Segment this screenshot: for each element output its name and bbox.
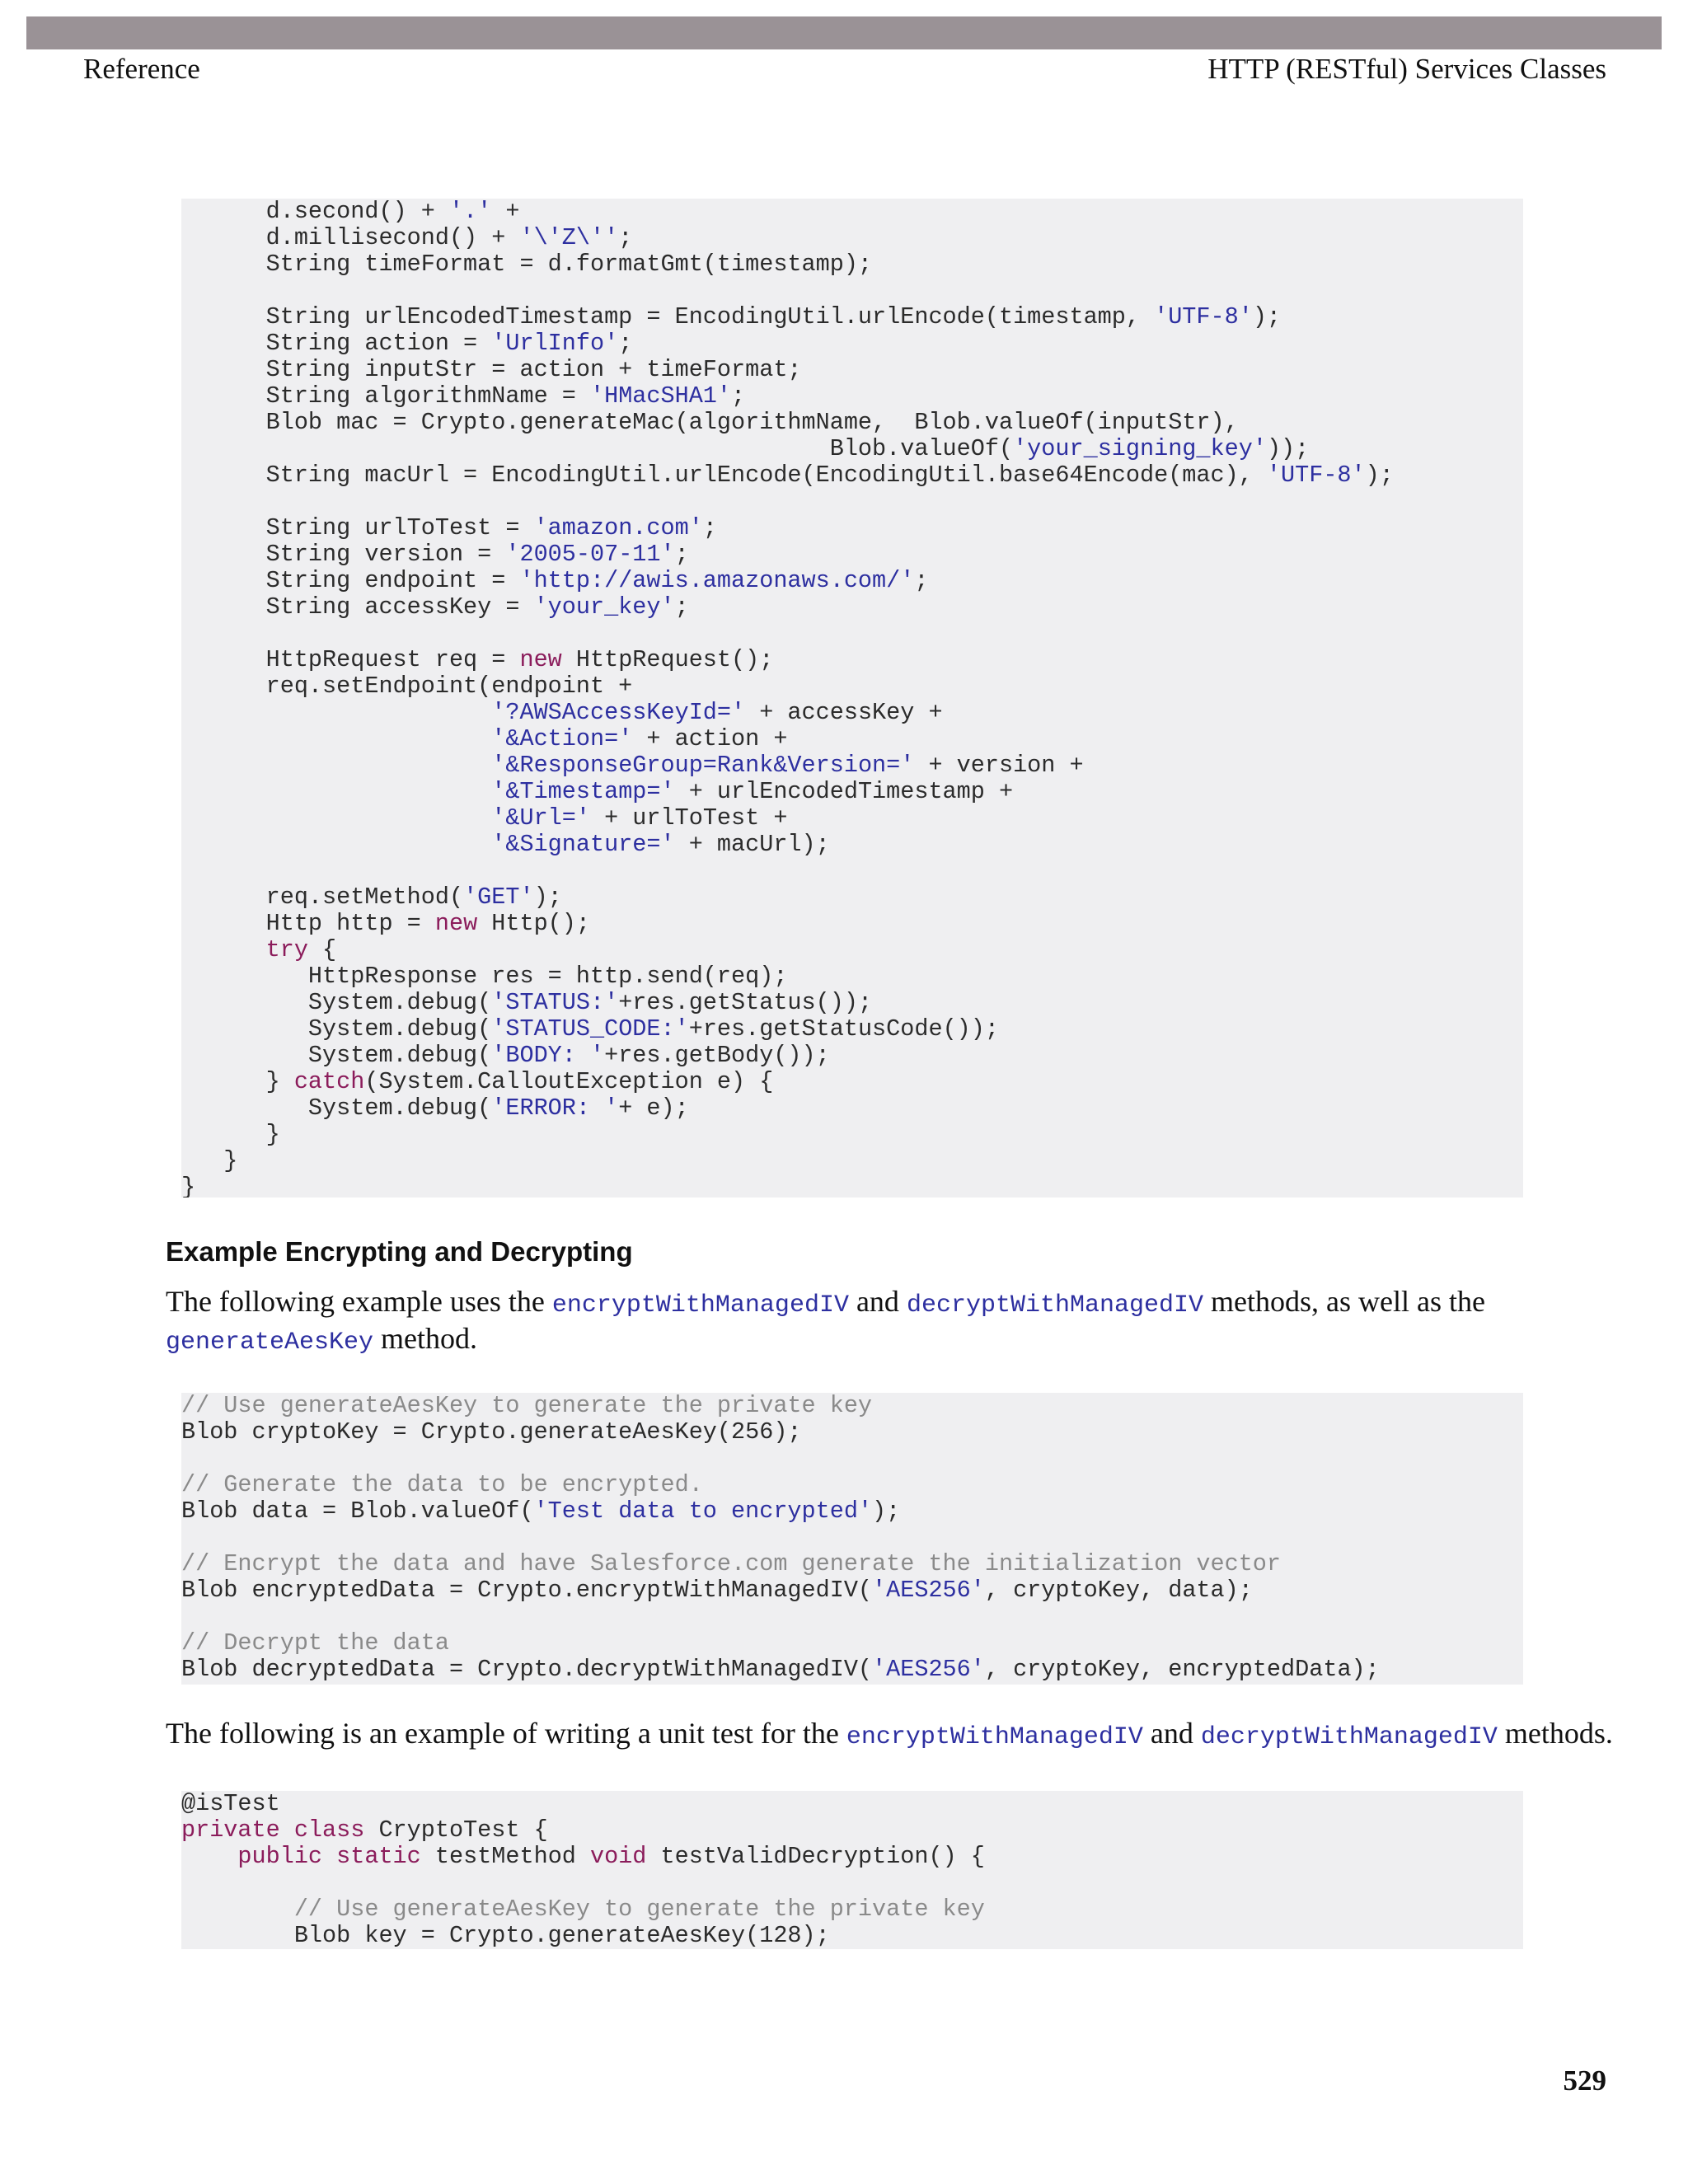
- code-token: 'amazon.com': [533, 514, 703, 541]
- code-line: [181, 726, 1523, 752]
- code-token: 'GET': [463, 883, 534, 911]
- code-line: [181, 1122, 1523, 1148]
- code-token: }: [181, 1174, 196, 1197]
- code-token: req.setMethod(: [181, 883, 464, 911]
- code-token: [181, 699, 491, 726]
- code-token: }: [181, 1068, 294, 1095]
- code-token: HttpRequest req =: [181, 646, 520, 673]
- code-token: 'your_signing_key': [1013, 435, 1267, 462]
- code-token: [181, 725, 491, 752]
- paragraph-unit-test: [166, 1717, 1613, 1754]
- code-block-encrypt-decrypt: [181, 1393, 1523, 1685]
- code-token: // Generate the data to be encrypted.: [181, 1471, 703, 1498]
- code-token: );: [1365, 462, 1394, 489]
- code-token: + action +: [632, 725, 788, 752]
- code-token: '\'Z\'': [519, 224, 619, 251]
- code-token: try: [265, 936, 308, 963]
- code-token: @isTest: [181, 1791, 280, 1817]
- code-token: '?AWSAccessKeyId=': [491, 699, 746, 726]
- code-token: private class: [181, 1816, 365, 1844]
- code-token: , cryptoKey, encryptedData);: [984, 1656, 1380, 1683]
- code-token: ;: [618, 330, 633, 357]
- code-line: [181, 1896, 1523, 1923]
- code-token: d.millisecond() +: [181, 224, 520, 251]
- code-token: }: [181, 1121, 280, 1148]
- header-bar: [26, 16, 1662, 49]
- code-line: [181, 1095, 1523, 1122]
- code-token: [181, 752, 491, 779]
- code-token: testValidDecryption() {: [646, 1843, 985, 1870]
- inline-code-method: decryptWithManagedIV: [906, 1291, 1203, 1319]
- code-token: void: [590, 1843, 647, 1870]
- code-token: System.debug(: [181, 1042, 492, 1069]
- code-token: String version =: [181, 541, 506, 568]
- code-token: Blob mac = Crypto.generateMac(algorithmName, Blob.valueOf(inputStr),: [181, 409, 1239, 436]
- code-token: 'ERROR: ': [491, 1094, 619, 1122]
- code-line: [181, 700, 1523, 726]
- code-line: [181, 647, 1523, 673]
- code-token: [181, 936, 266, 963]
- code-token: '&Timestamp=': [491, 778, 675, 805]
- code-token: String macUrl = EncodingUtil.urlEncode(EncodingUtil.base64Encode(mac),: [181, 462, 1267, 489]
- code-token: 'BODY: ': [491, 1042, 605, 1069]
- code-line: [181, 1577, 1523, 1604]
- code-token: // Use generateAesKey to generate the private key: [181, 1896, 985, 1923]
- code-token: {: [307, 936, 337, 963]
- code-line: [181, 1043, 1523, 1069]
- text-run: The following is an example of writing a unit test for the: [166, 1717, 846, 1750]
- code-line: [181, 568, 1523, 594]
- code-token: String accessKey =: [181, 593, 534, 621]
- code-token: '&Action=': [491, 725, 633, 752]
- code-token: String urlToTest =: [181, 514, 534, 541]
- code-token: ;: [702, 514, 717, 541]
- code-token: new: [519, 646, 562, 673]
- code-line: [181, 1817, 1523, 1844]
- code-line: [181, 1923, 1523, 1949]
- code-token: + urlEncodedTimestamp +: [674, 778, 1014, 805]
- text-run: methods.: [1497, 1717, 1613, 1750]
- code-token: new: [434, 910, 478, 937]
- code-token: Blob key = Crypto.generateAesKey(128);: [181, 1922, 830, 1949]
- code-line: [181, 911, 1523, 937]
- code-line: [181, 858, 1523, 884]
- code-token: [181, 1843, 237, 1870]
- code-token: ;: [731, 382, 746, 410]
- code-token: 'UrlInfo': [491, 330, 619, 357]
- code-token: +res.getBody());: [604, 1042, 830, 1069]
- code-token: HttpResponse res = http.send(req);: [181, 963, 788, 990]
- code-line: [181, 1604, 1523, 1630]
- code-token: (System.CalloutException e) {: [364, 1068, 774, 1095]
- code-token: [181, 831, 491, 858]
- code-line: [181, 832, 1523, 858]
- code-line: [181, 937, 1523, 963]
- code-token: HttpRequest();: [561, 646, 774, 673]
- header-section-label: Reference: [83, 53, 200, 85]
- code-token: Http();: [477, 910, 590, 937]
- code-token: '2005-07-11': [505, 541, 675, 568]
- code-token: );: [533, 883, 562, 911]
- code-line: [181, 357, 1523, 383]
- code-token: String algorithmName =: [181, 382, 590, 410]
- code-token: String action =: [181, 330, 492, 357]
- inline-code-method: decryptWithManagedIV: [1200, 1723, 1498, 1751]
- code-token: + urlToTest +: [590, 804, 788, 832]
- code-line: [181, 1525, 1523, 1551]
- code-line: [181, 1446, 1523, 1472]
- code-line: [181, 1069, 1523, 1095]
- code-line: [181, 515, 1523, 541]
- code-token: Blob data = Blob.valueOf(: [181, 1497, 534, 1525]
- code-token: '.': [448, 199, 492, 225]
- code-token: 'Test data to encrypted': [533, 1497, 873, 1525]
- code-block-aws-request: [181, 199, 1523, 1197]
- code-token: );: [1252, 303, 1282, 330]
- code-token: d.second() +: [181, 199, 449, 225]
- code-token: CryptoTest {: [364, 1816, 548, 1844]
- code-token: '&ResponseGroup=Rank&Version=': [491, 752, 915, 779]
- code-line: [181, 673, 1523, 700]
- code-token: ;: [618, 224, 633, 251]
- code-line: [181, 489, 1523, 515]
- code-line: [181, 1551, 1523, 1577]
- code-token: 'STATUS_CODE:': [491, 1015, 689, 1043]
- code-line: [181, 330, 1523, 357]
- code-token: Blob encryptedData = Crypto.encryptWithManagedIV(: [181, 1577, 873, 1604]
- code-token: 'UTF-8': [1154, 303, 1253, 330]
- code-line: [181, 779, 1523, 805]
- code-line: [181, 1791, 1523, 1817]
- code-line: [181, 225, 1523, 251]
- text-run: methods, as well as the: [1203, 1285, 1485, 1318]
- code-token: 'AES256': [872, 1577, 985, 1604]
- code-token: +res.getStatusCode());: [688, 1015, 999, 1043]
- inline-code-method: encryptWithManagedIV: [551, 1291, 849, 1319]
- code-token: '&Url=': [491, 804, 590, 832]
- code-line: [181, 251, 1523, 278]
- code-token: 'http://awis.amazonaws.com/': [519, 567, 915, 594]
- code-line: [181, 1630, 1523, 1657]
- code-line: [181, 1148, 1523, 1174]
- code-token: // Encrypt the data and have Salesforce.com generate the initialization vector: [181, 1550, 1282, 1577]
- code-line: [181, 436, 1523, 462]
- code-token: +res.getStatus());: [618, 989, 873, 1016]
- code-line: [181, 1472, 1523, 1498]
- code-line: [181, 1393, 1523, 1419]
- code-line: [181, 621, 1523, 647]
- code-line: [181, 1844, 1523, 1870]
- text-run: and: [848, 1285, 907, 1318]
- code-token: String inputStr = action + timeFormat;: [181, 356, 802, 383]
- code-line: [181, 1498, 1523, 1525]
- code-token: , cryptoKey, data);: [984, 1577, 1253, 1604]
- code-line: [181, 752, 1523, 779]
- code-token: '&Signature=': [491, 831, 675, 858]
- code-token: [181, 778, 491, 805]
- code-line: [181, 462, 1523, 489]
- code-token: Blob decryptedData = Crypto.decryptWithManagedIV(: [181, 1656, 873, 1683]
- code-line: [181, 1657, 1523, 1683]
- code-token: }: [181, 1147, 238, 1174]
- text-run: The following example uses the: [166, 1285, 552, 1318]
- code-token: 'AES256': [872, 1656, 985, 1683]
- code-token: public static: [237, 1843, 421, 1870]
- code-token: ));: [1266, 435, 1310, 462]
- code-token: Http http =: [181, 910, 435, 937]
- paragraph-intro: [166, 1285, 1550, 1359]
- code-token: String urlEncodedTimestamp = EncodingUtil.urlEncode(timestamp,: [181, 303, 1155, 330]
- code-line: [181, 884, 1523, 911]
- code-token: + version +: [914, 752, 1084, 779]
- code-token: System.debug(: [181, 1094, 492, 1122]
- code-token: System.debug(: [181, 989, 492, 1016]
- code-token: ;: [674, 541, 689, 568]
- code-token: ;: [674, 593, 689, 621]
- code-token: req.setEndpoint(endpoint +: [181, 673, 633, 700]
- code-token: 'STATUS:': [491, 989, 619, 1016]
- code-token: +: [491, 199, 520, 225]
- code-token: // Decrypt the data: [181, 1629, 449, 1657]
- code-token: Blob.valueOf(: [181, 435, 1014, 462]
- text-run: method.: [373, 1322, 478, 1355]
- text-run: and: [1142, 1717, 1201, 1750]
- code-token: testMethod: [420, 1843, 590, 1870]
- code-token: [181, 804, 491, 832]
- code-token: + accessKey +: [745, 699, 943, 726]
- code-token: Blob cryptoKey = Crypto.generateAesKey(256);: [181, 1418, 802, 1446]
- code-token: 'your_key': [533, 593, 675, 621]
- code-token: catch: [293, 1068, 365, 1095]
- code-token: 'HMacSHA1': [589, 382, 732, 410]
- inline-code-method: encryptWithManagedIV: [846, 1723, 1143, 1751]
- code-line: [181, 1419, 1523, 1446]
- inline-code-method: generateAesKey: [166, 1329, 374, 1357]
- code-token: System.debug(: [181, 1015, 492, 1043]
- code-token: 'UTF-8': [1266, 462, 1366, 489]
- code-line: [181, 410, 1523, 436]
- code-line: [181, 1870, 1523, 1896]
- code-line: [181, 1016, 1523, 1043]
- code-line: [181, 199, 1523, 225]
- code-line: [181, 805, 1523, 832]
- code-token: String endpoint =: [181, 567, 520, 594]
- code-token: );: [872, 1497, 901, 1525]
- code-line: [181, 304, 1523, 330]
- code-line: [181, 990, 1523, 1016]
- header-chapter-title: HTTP (RESTful) Services Classes: [1207, 53, 1606, 85]
- code-line: [181, 383, 1523, 410]
- code-line: [181, 278, 1523, 304]
- code-token: + macUrl);: [674, 831, 830, 858]
- code-line: [181, 594, 1523, 621]
- code-block-unit-test: [181, 1791, 1523, 1949]
- code-token: // Use generateAesKey to generate the private key: [181, 1393, 873, 1419]
- code-token: String timeFormat = d.formatGmt(timestamp);: [181, 251, 873, 278]
- code-token: + e);: [618, 1094, 689, 1122]
- code-token: ;: [914, 567, 929, 594]
- section-title: Example Encrypting and Decrypting: [166, 1236, 633, 1267]
- code-line: [181, 1174, 1523, 1197]
- code-line: [181, 541, 1523, 568]
- code-line: [181, 963, 1523, 990]
- page-number: 529: [1563, 2064, 1606, 2097]
